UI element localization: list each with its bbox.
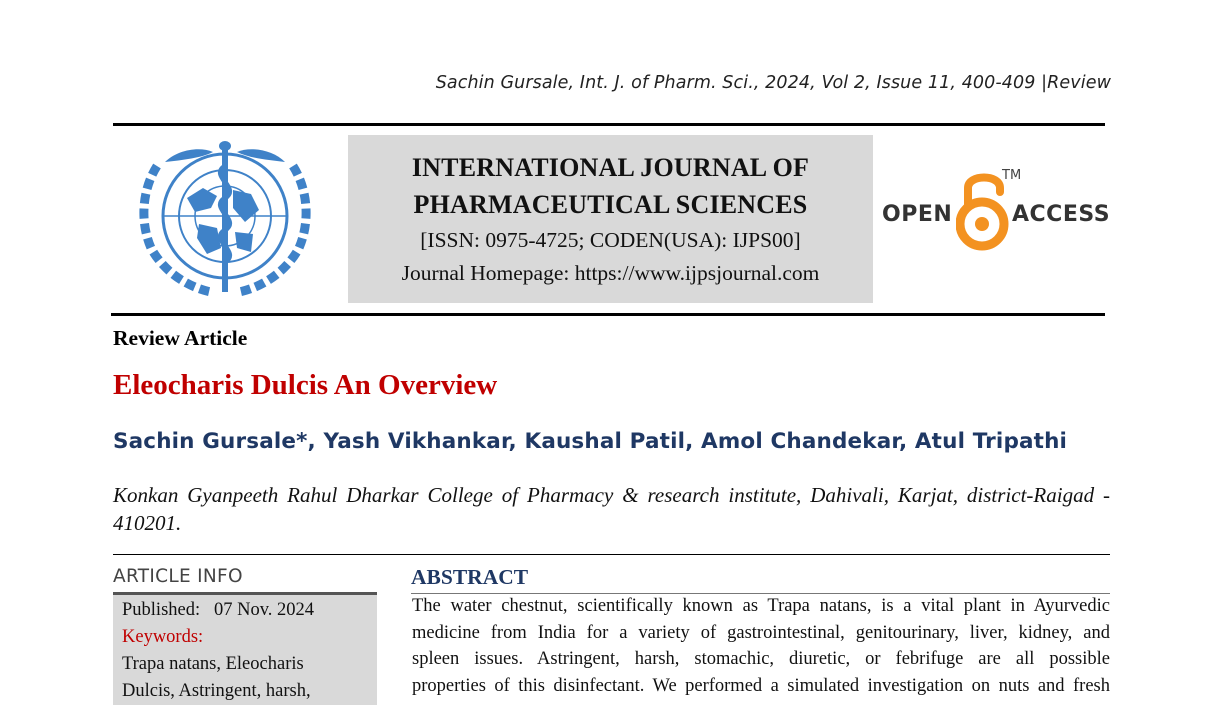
open-access-open-text: OPEN (882, 202, 953, 227)
published-date: 07 Nov. 2024 (214, 600, 315, 620)
article-info-heading: ARTICLE INFO (113, 566, 243, 587)
top-rule (113, 123, 1105, 126)
keywords-line: Trapa natans, Eleocharis (122, 654, 304, 674)
article-type: Review Article (113, 326, 248, 350)
journal-masthead (348, 135, 873, 303)
abstract-body (412, 593, 1110, 700)
abstract-line: spleen issues. Astringent, harsh, stomachic, diuretic, or febrifuge are all possible (412, 649, 1110, 670)
journal-homepage: Journal Homepage: https://www.ijpsjournal.com (401, 261, 820, 285)
abstract-line: The water chestnut, scientifically known as Trapa natans, is a vital plant in Ayurvedic (412, 596, 1110, 616)
keywords-line: Dulcis, Astringent, harsh, (122, 681, 311, 701)
journal-issn: [ISSN: 0975-4725; CODEN(USA): IJPS00] (420, 228, 801, 252)
abstract-line: properties of this disinfectant. We performed a simulated investigation on nuts and fresh (412, 676, 1110, 697)
article-info-box (113, 595, 377, 705)
open-access-access-text: ACCESS (1012, 202, 1111, 227)
trademark-mark: TM (1002, 168, 1022, 183)
published-label: Published: (122, 600, 201, 620)
abstract-heading: ABSTRACT (411, 565, 529, 589)
journal-title-line2: PHARMACEUTICAL SCIENCES (413, 190, 808, 219)
running-head: Sachin Gursale, Int. J. of Pharm. Sci., 2024, Vol 2, Issue 11, 400-409 |Review (435, 73, 1111, 93)
abstract-line: medicine from India for a variety of gastrointestinal, genitourinary, liver, kidney, and (412, 622, 1110, 643)
journal-emblem-icon (125, 136, 325, 304)
journal-title-line1: INTERNATIONAL JOURNAL OF (411, 153, 810, 182)
masthead-bottom-rule (111, 313, 1105, 316)
author-affiliation: Konkan Gyanpeeth Rahul Dharkar College of Pharmacy & research institute, Dahivali, Karjat, district-Raigad - 410201. (113, 483, 1110, 535)
keywords-label: Keywords: (122, 627, 204, 647)
author-list: Sachin Gursale*, Yash Vikhankar, Kaushal Patil, Amol Chandekar, Atul Tripathi (113, 429, 1068, 454)
published-row (122, 597, 368, 624)
section-divider (113, 554, 1110, 555)
article-title: Eleocharis Dulcis An Overview (113, 369, 498, 401)
open-access-logo (880, 166, 1111, 254)
